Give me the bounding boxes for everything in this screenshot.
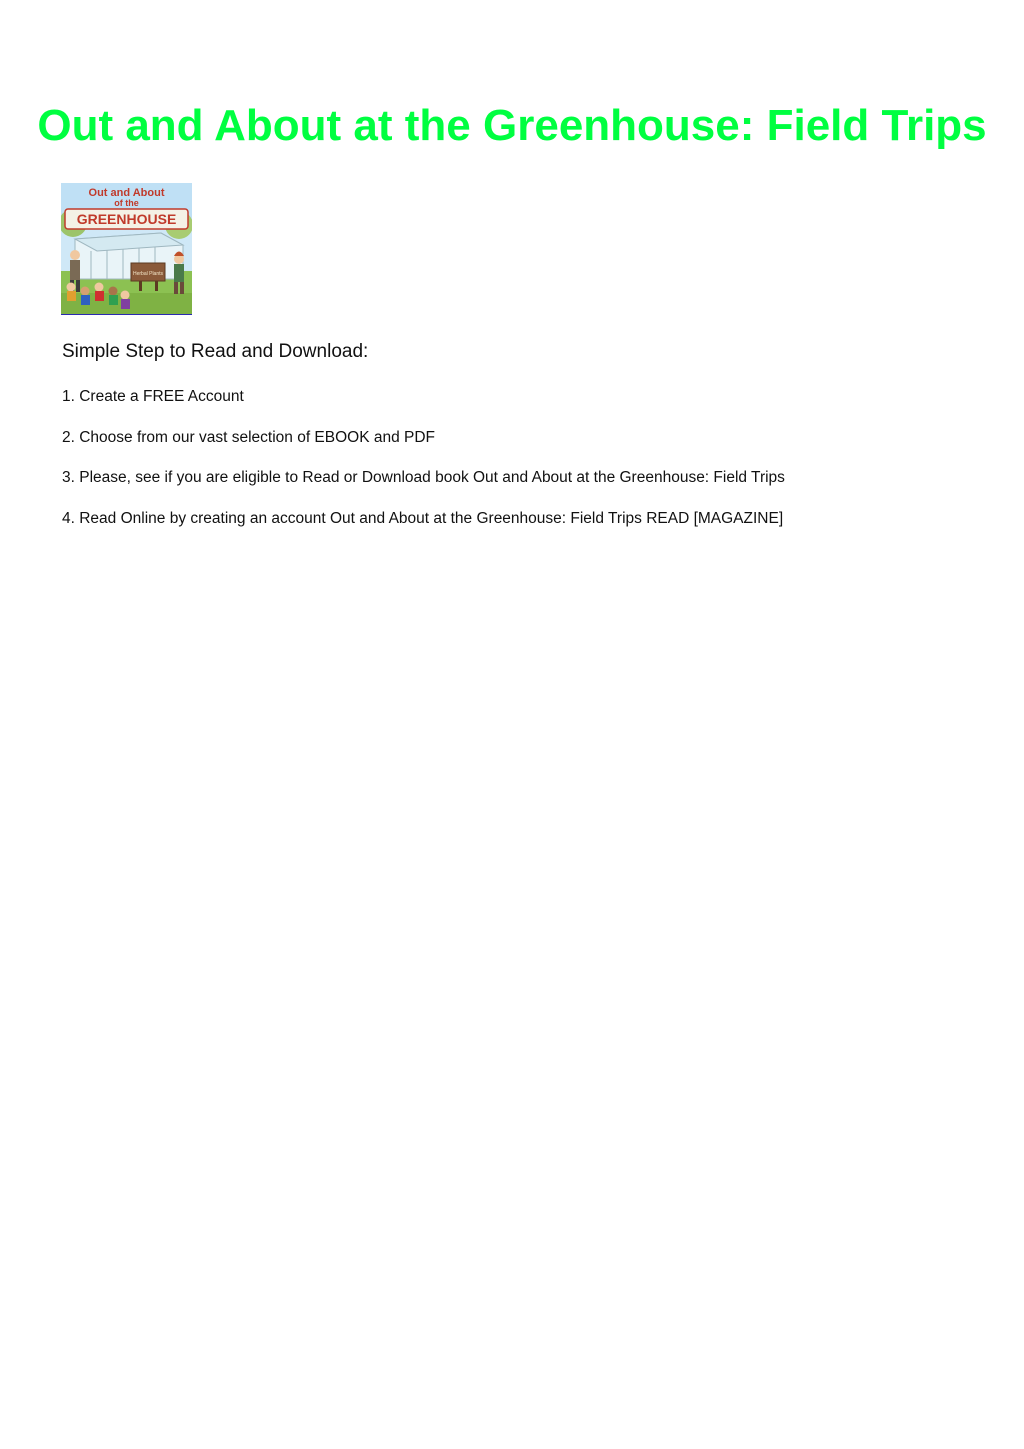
step-item: 4. Read Online by creating an account Out and About at the Greenhouse: Field Trips READ [MAGAZINE] (62, 509, 784, 527)
book-cover-link[interactable] (61, 183, 192, 316)
step-item: 1. Create a FREE Account (62, 388, 244, 405)
page-title: Out and About at the Greenhouse: Field Trips (37, 101, 987, 150)
cover-title-line3: GREENHOUSE (76, 211, 177, 227)
book-cover-image (61, 183, 192, 314)
cover-title-line2: of the (114, 198, 139, 208)
cover-sign-text: Herbal Plants (132, 271, 164, 277)
download-steps-list (62, 387, 785, 549)
download-steps-heading: Simple Step to Read and Download: (62, 341, 369, 362)
cover-link-underline (61, 314, 192, 315)
step-item: 3. Please, see if you are eligible to Read or Download book Out and About at the Greenhouse: Field Trips (62, 469, 785, 486)
step-item: 2. Choose from our vast selection of EBOOK and PDF (62, 428, 436, 446)
cover-title-line1: Out and About (88, 187, 165, 199)
